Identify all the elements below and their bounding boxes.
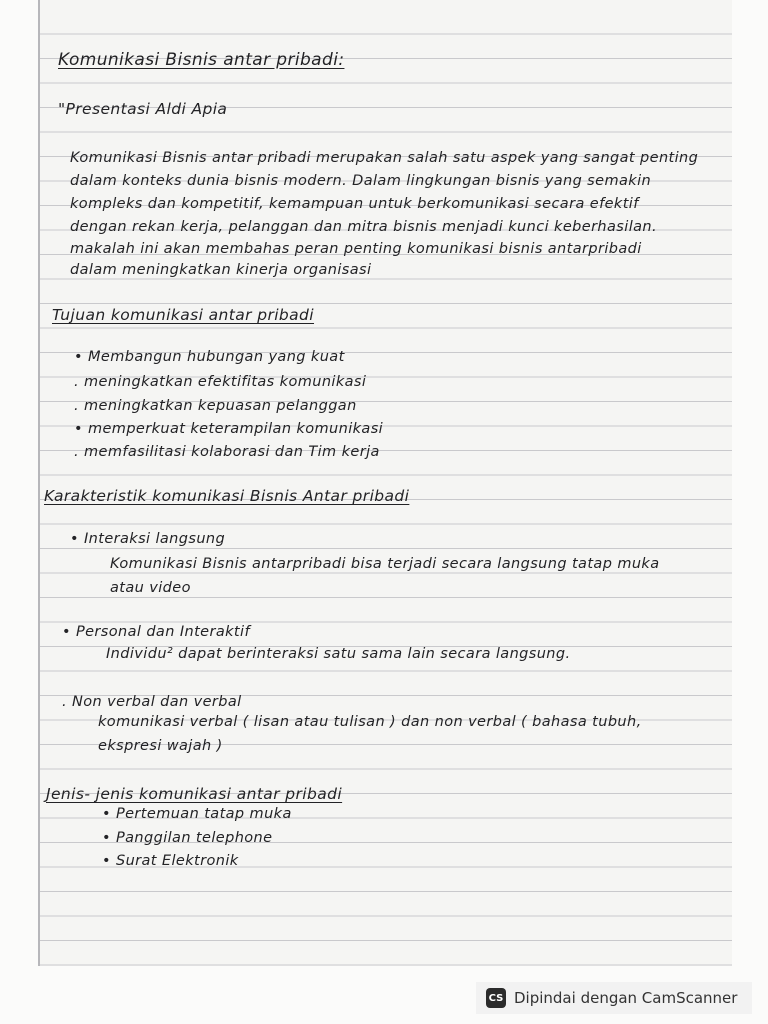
tujuan-heading: Tujuan komunikasi antar pribadi <box>52 306 315 324</box>
tujuan-item: • Membangun hubungan yang kuat <box>74 349 345 365</box>
camscanner-logo-icon: CS <box>486 988 506 1008</box>
karakteristik-title: • Personal dan Interaktif <box>62 624 250 640</box>
paragraph-line: dalam konteks dunia bisnis modern. Dalam lingkungan bisnis yang semakin <box>70 173 652 189</box>
tujuan-item: . memfasilitasi kolaborasi dan Tim kerja <box>74 444 380 460</box>
karakteristik-line: atau video <box>110 580 191 596</box>
karakteristik-title: . Non verbal dan verbal <box>62 694 242 710</box>
karakteristik-title: • Interaksi langsung <box>70 531 226 547</box>
jenis-item: • Surat Elektronik <box>102 853 239 869</box>
tujuan-item: . meningkatkan efektifitas komunikasi <box>74 374 367 390</box>
paragraph-line: Komunikasi Bisnis antar pribadi merupakan salah satu aspek yang sangat penting <box>70 150 699 166</box>
karakteristik-line: ekspresi wajah ) <box>98 738 223 754</box>
karakteristik-line: Komunikasi Bisnis antarpribadi bisa terjadi secara langsung tatap muka <box>110 556 660 572</box>
notebook-page <box>38 0 732 966</box>
presenter-line: "Presentasi Aldi Apia <box>58 100 228 118</box>
paragraph-line: dengan rekan kerja, pelanggan dan mitra bisnis menjadi kunci keberhasilan. <box>70 219 658 235</box>
document-title: Komunikasi Bisnis antar pribadi: <box>58 50 345 70</box>
camscanner-watermark <box>476 982 752 1014</box>
karakteristik-heading: Karakteristik komunikasi Bisnis Antar pribadi <box>44 487 410 505</box>
paragraph-line: kompleks dan kompetitif, kemampuan untuk berkomunikasi secara efektif <box>70 196 639 212</box>
tujuan-item: • memperkuat keterampilan komunikasi <box>74 421 384 437</box>
tujuan-item: . meningkatkan kepuasan pelanggan <box>74 398 357 414</box>
paragraph-line: makalah ini akan membahas peran penting komunikasi bisnis antarpribadi <box>70 241 642 257</box>
karakteristik-line: komunikasi verbal ( lisan atau tulisan ) dan non verbal ( bahasa tubuh, <box>98 714 642 730</box>
camscanner-label: Dipindai dengan CamScanner <box>514 989 738 1007</box>
jenis-heading: Jenis- jenis komunikasi antar pribadi <box>46 785 343 803</box>
paragraph-line: dalam meningkatkan kinerja organisasi <box>70 262 372 278</box>
karakteristik-line: Individu² dapat berinteraksi satu sama lain secara langsung. <box>106 646 571 662</box>
margin-line <box>38 0 40 966</box>
jenis-item: • Pertemuan tatap muka <box>102 806 292 822</box>
jenis-item: • Panggilan telephone <box>102 830 273 846</box>
